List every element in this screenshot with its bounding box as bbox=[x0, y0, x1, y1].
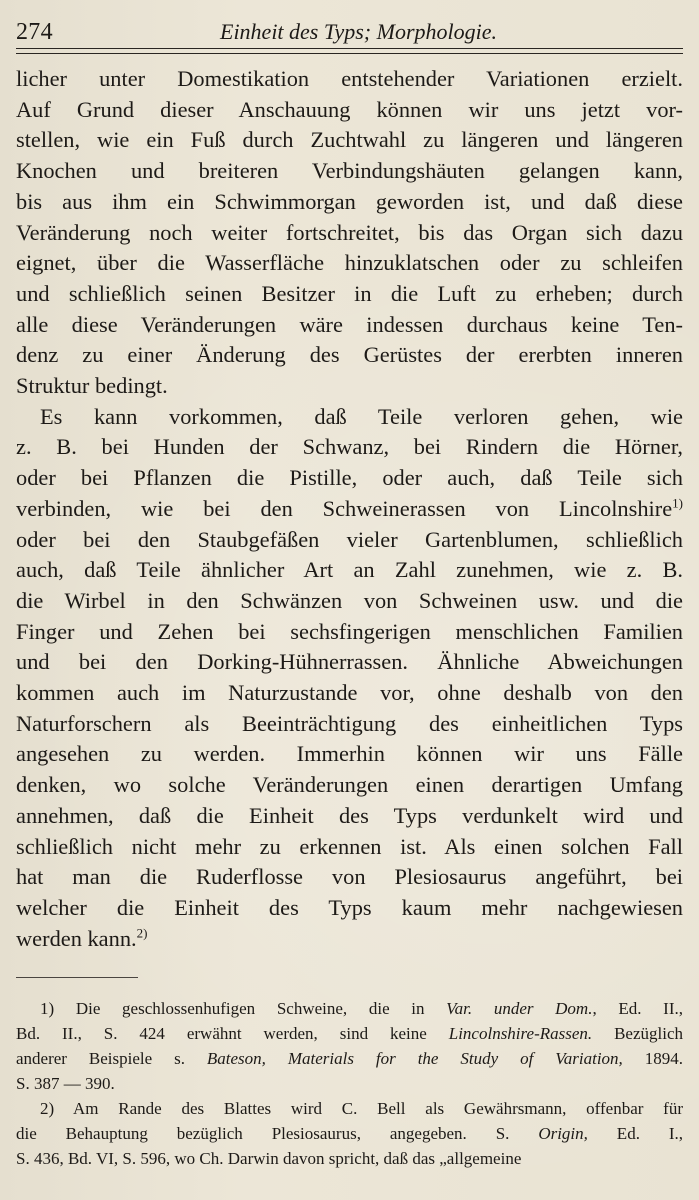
footnote-1-text: Bd. II., S. 424 erwähnt werden, sind keine bbox=[16, 1024, 449, 1044]
body-line: Finger und Zehen bei sechsfingerigen menschlichen Familien bbox=[16, 618, 683, 644]
footnote-1-text: , Ed. II., bbox=[592, 999, 683, 1019]
footnote-2-line: 2) Am Rande des Blattes wird C. Bell als Gewährsmann, offenbar für bbox=[40, 1099, 683, 1119]
footnote-marker-2: 2) bbox=[136, 925, 148, 941]
footnote-1-emphasis: Lincolnshire-Rassen. bbox=[448, 1024, 593, 1044]
body-line: denz zu einer Änderung des Gerüstes der ererbten inneren bbox=[16, 342, 683, 368]
footnote-divider bbox=[16, 977, 138, 978]
body-line: kommen auch im Naturzustande vor, ohne deshalb von den bbox=[16, 680, 683, 706]
body-line: Veränderung noch weiter fortschreitet, bis das Organ sich dazu bbox=[16, 219, 683, 245]
body-line: die Wirbel in den Schwänzen von Schweinen usw. und die bbox=[16, 587, 683, 613]
body-line: Naturforschern als Beeinträchtigung des einheitlichen Typs bbox=[16, 710, 683, 736]
body-line: stellen, wie ein Fuß durch Zuchtwahl zu längeren und längeren bbox=[16, 127, 683, 153]
footnote-2-line bbox=[16, 1121, 683, 1146]
body-line: licher unter Domestikation entstehender Variationen erzielt. bbox=[16, 66, 683, 91]
body-text bbox=[16, 64, 683, 954]
body-line: eignet, über die Wasserfläche hinzuklatschen oder zu schleifen bbox=[16, 250, 683, 276]
footnote-1-reference: Bateson, Materials for the Study of Variation, bbox=[206, 1049, 623, 1069]
body-line: angesehen zu werden. Immerhin können wir uns Fälle bbox=[16, 741, 683, 767]
body-line: oder bei Pflanzen die Pistille, oder auch, daß Teile sich bbox=[16, 465, 683, 491]
body-line-text: werden kann. bbox=[16, 925, 137, 951]
body-line: hat man die Ruderflosse von Plesiosaurus angeführt, bei bbox=[16, 864, 683, 890]
footnote-1-citation-title: Var. under Dom. bbox=[446, 999, 593, 1019]
footnote-1-line bbox=[16, 1021, 683, 1046]
footnote-1-line bbox=[16, 996, 683, 1021]
running-title: Einheit des Typs; Morphologie. bbox=[220, 19, 497, 44]
body-line: Auf Grund dieser Anschauung können wir uns jetzt vor- bbox=[16, 96, 683, 122]
footnote-2-line: S. 436, Bd. VI, S. 596, wo Ch. Darwin davon spricht, daß das „allgemeine bbox=[16, 1149, 522, 1169]
body-line: Knochen und breiteren Verbindungshäuten gelangen kann, bbox=[16, 158, 683, 184]
body-line: z. B. bei Hunden der Schwanz, bei Rindern die Hörner, bbox=[16, 434, 683, 460]
body-line: annehmen, daß die Einheit des Typs verdunkelt wird und bbox=[16, 802, 683, 828]
footnote-1-text: Bezüglich bbox=[592, 1024, 683, 1044]
body-line-with-footnote bbox=[16, 494, 683, 525]
body-line: und schließlich seinen Besitzer in die Luft zu erheben; durch bbox=[16, 280, 683, 306]
body-line: denken, wo solche Veränderungen einen derartigen Umfang bbox=[16, 772, 683, 798]
footnote-2-text: die Behauptung bezüglich Plesiosaurus, angegeben. S. bbox=[16, 1124, 539, 1144]
body-line: auch, daß Teile ähnlicher Art an Zahl zunehmen, wie z. B. bbox=[16, 557, 683, 583]
footnotes bbox=[16, 996, 683, 1171]
body-line: Struktur bedingt. bbox=[16, 373, 168, 399]
body-line: und bei den Dorking-Hühnerrassen. Ähnliche Abweichungen bbox=[16, 649, 683, 675]
page-header bbox=[16, 18, 683, 46]
footnote-marker-1: 1) bbox=[672, 495, 683, 511]
body-line: welcher die Einheit des Typs kaum mehr nachgewiesen bbox=[16, 894, 683, 920]
footnote-1-line: S. 387 — 390. bbox=[16, 1074, 115, 1094]
body-line: oder bei den Staubgefäßen vieler Gartenblumen, schließlich bbox=[16, 526, 683, 552]
page-number: 274 bbox=[16, 19, 53, 45]
footnote-1-text: 1) Die geschlossenhufigen Schweine, die in bbox=[40, 999, 447, 1019]
footnote-1-text: 1894. bbox=[622, 1049, 684, 1069]
footnote-2-text: Ed. I., bbox=[587, 1124, 684, 1144]
header-rule bbox=[16, 48, 683, 54]
body-line: alle diese Veränderungen wäre indessen durchaus keine Ten- bbox=[16, 311, 683, 337]
footnote-1-line bbox=[16, 1046, 683, 1071]
body-line: bis aus ihm ein Schwimmorgan geworden ist, und daß diese bbox=[16, 188, 683, 214]
footnote-1-text: anderer Beispiele s. bbox=[16, 1049, 207, 1069]
footnote-2-reference: Origin, bbox=[538, 1124, 588, 1144]
body-line-with-footnote bbox=[16, 924, 683, 955]
body-line: schließlich nicht mehr zu erkennen ist. Als einen solchen Fall bbox=[16, 833, 683, 859]
body-line: Es kann vorkommen, daß Teile verloren gehen, wie bbox=[40, 403, 683, 429]
body-line-text: verbinden, wie bei den Schweinerassen von Lincolnshire bbox=[16, 495, 673, 521]
